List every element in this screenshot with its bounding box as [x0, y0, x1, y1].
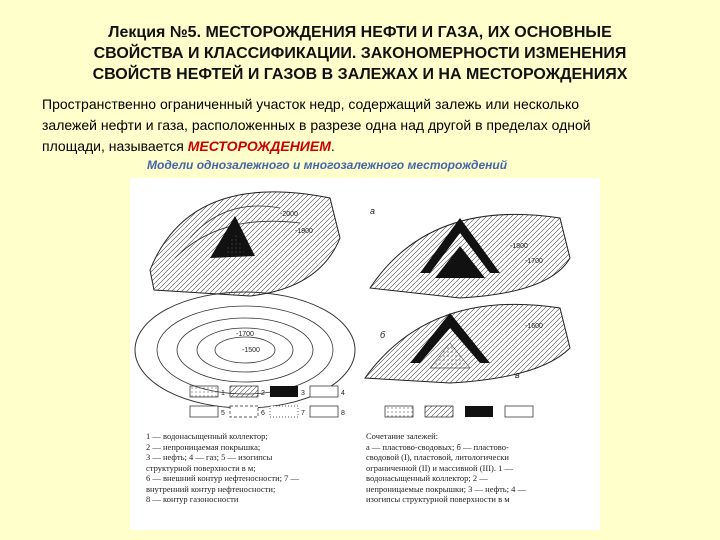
- legend-right-line: непроницаемые покрышки; 3 — нефть; 4 —: [366, 483, 527, 494]
- title-line-2: СВОЙСТВА И КЛАССИФИКАЦИИ. ЗАКОНОМЕРНОСТИ ИЗМЕНЕНИЯ: [93, 45, 627, 62]
- legend-right-line: ограниченной (II) и массивной (III). 1 —: [366, 462, 513, 473]
- multi-deposit-model-a: [370, 206, 570, 298]
- contour-label: -2000: [280, 211, 298, 218]
- figure-caption: Модели однозалежного и многозалежного месторождений: [147, 158, 508, 172]
- variant-label: в: [515, 370, 520, 380]
- multi-deposit-model-b: [365, 304, 570, 383]
- legend-marker: 3: [301, 390, 305, 397]
- legend-left-line: структурной поверхности в м;: [146, 462, 256, 473]
- definition-paragraph: [42, 94, 692, 157]
- legend-left-line: 1 — водонасыщенный коллектор;: [146, 431, 268, 441]
- legend-marker: 6: [261, 410, 265, 417]
- definition-line-2: залежей нефти и газа, расположенных в разрезе одна над другой в пределах одной: [42, 117, 591, 133]
- legend-marker: 5: [221, 410, 225, 417]
- definition-line-1: Пространственно ограниченный участок недр, содержащий залежь или несколько: [42, 96, 580, 112]
- single-deposit-model: [135, 192, 355, 408]
- legend-marker: 4: [341, 390, 345, 397]
- legend-left: [146, 431, 346, 505]
- contour-label: -1900: [295, 228, 313, 235]
- title-line-1: Лекция №5. МЕСТОРОЖДЕНИЯ НЕФТИ И ГАЗА, ИХ ОСНОВНЫЕ: [108, 24, 612, 41]
- legend-left-line: 3 — нефть; 4 — газ; 5 — изогипсы: [146, 452, 273, 462]
- definition-line-3: [42, 136, 692, 157]
- legend-marker: 7: [301, 410, 305, 417]
- definition-term: МЕСТОРОЖДЕНИЕМ: [187, 138, 331, 154]
- legend-left-line: 6 — внешний контур нефтеносности; 7 —: [146, 473, 299, 483]
- legend-marker: 1: [221, 390, 225, 397]
- contour-label: -1800: [510, 243, 528, 250]
- legend-right-line: сводовой (I), пластовой, литологически: [366, 452, 509, 462]
- slide-title: [20, 22, 700, 85]
- legend-left-line: внутренний контур нефтеносности;: [146, 483, 276, 494]
- legend-right-line: водонасыщенный коллектор; 2 —: [366, 473, 488, 483]
- definition-line-3-suffix: .: [330, 138, 335, 154]
- variant-label: а: [370, 206, 376, 216]
- legend-marker: 2: [261, 390, 265, 397]
- legend-left-line: 8 — контур газоносности: [146, 494, 239, 504]
- title-line-3: СВОЙСТВ НЕФТЕЙ И ГАЗОВ В ЗАЛЕЖАХ И НА МЕСТОРОЖДЕНИЯХ: [92, 66, 628, 83]
- legend-marker: 8: [341, 410, 345, 417]
- legend-right-line: Сочетание залежей:: [366, 431, 438, 441]
- contour-label: -1600: [525, 323, 543, 330]
- legend-right: [366, 431, 586, 505]
- contour-label: -1500: [242, 347, 260, 354]
- contour-label: -1700: [525, 258, 543, 265]
- definition-line-3-prefix: площади, называется: [42, 138, 188, 154]
- legend-symbols: [190, 386, 533, 417]
- legend-right-line: а — пластово-сводовых; б — пластово-: [366, 441, 509, 452]
- contour-label: -1700: [236, 331, 254, 338]
- variant-label: б: [380, 330, 386, 340]
- legend-left-line: 2 — непроницаемая покрышка;: [146, 441, 261, 452]
- legend-right-line: изогипсы структурной поверхности в м: [366, 494, 510, 504]
